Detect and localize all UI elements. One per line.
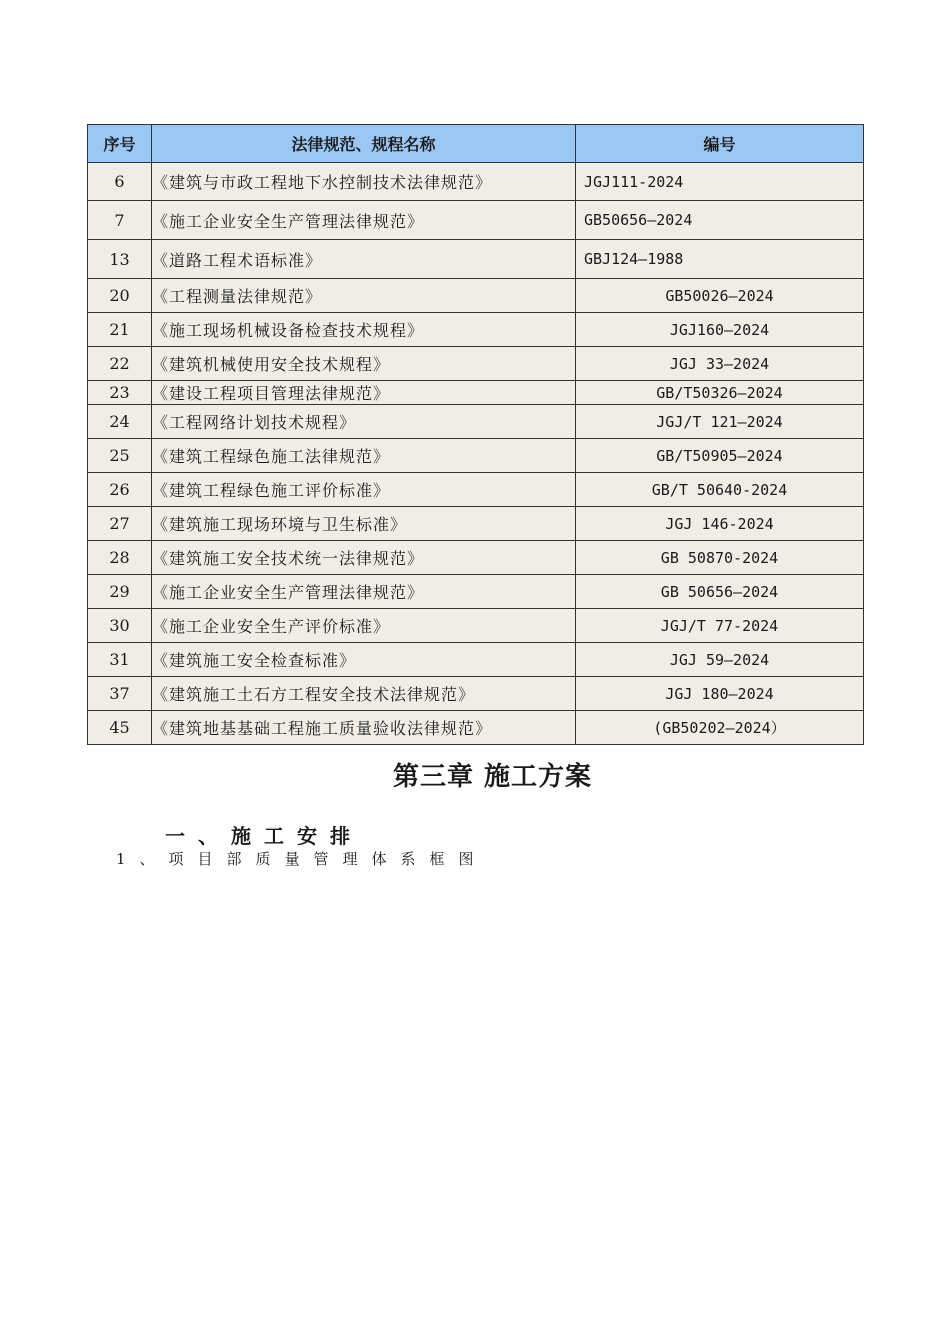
table-row xyxy=(88,439,864,473)
row-standard-name: 《施工现场机械设备检查技术规程》 xyxy=(152,313,576,347)
row-number: 23 xyxy=(88,381,152,405)
row-standard-code: JGJ 180—2024 xyxy=(576,677,864,711)
row-number: 24 xyxy=(88,405,152,439)
row-number: 29 xyxy=(88,575,152,609)
row-standard-name: 《建筑与市政工程地下水控制技术法律规范》 xyxy=(152,163,576,201)
row-standard-code: JGJ 146-2024 xyxy=(576,507,864,541)
table-row xyxy=(88,575,864,609)
row-number: 27 xyxy=(88,507,152,541)
row-standard-code: GB50656—2024 xyxy=(576,201,864,240)
row-number: 21 xyxy=(88,313,152,347)
subsection-title: 1、项目部质量管理体系框图 xyxy=(116,850,488,868)
row-standard-name: 《建筑施工现场环境与卫生标准》 xyxy=(152,507,576,541)
table-row xyxy=(88,381,864,405)
row-standard-code: JGJ/T 121—2024 xyxy=(576,405,864,439)
row-standard-code: GBJ124—1988 xyxy=(576,240,864,279)
row-standard-name: 《施工企业安全生产评价标准》 xyxy=(152,609,576,643)
row-number: 37 xyxy=(88,677,152,711)
table-row xyxy=(88,347,864,381)
row-standard-code: JGJ/T 77-2024 xyxy=(576,609,864,643)
row-standard-name: 《建筑机械使用安全技术规程》 xyxy=(152,347,576,381)
row-number: 6 xyxy=(88,163,152,201)
table-row xyxy=(88,313,864,347)
table-row xyxy=(88,609,864,643)
row-standard-name: 《建筑地基基础工程施工质量验收法律规范》 xyxy=(152,711,576,745)
table-row xyxy=(88,541,864,575)
row-standard-name: 《施工企业安全生产管理法律规范》 xyxy=(152,575,576,609)
header-standard-code: 编号 xyxy=(576,125,864,163)
row-standard-name: 《工程网络计划技术规程》 xyxy=(152,405,576,439)
row-number: 45 xyxy=(88,711,152,745)
row-standard-name: 《建筑施工安全技术统一法律规范》 xyxy=(152,541,576,575)
row-standard-code: JGJ160—2024 xyxy=(576,313,864,347)
table-row xyxy=(88,405,864,439)
row-standard-code: GB 50656—2024 xyxy=(576,575,864,609)
row-number: 31 xyxy=(88,643,152,677)
row-standard-code: JGJ 33—2024 xyxy=(576,347,864,381)
table-row xyxy=(88,677,864,711)
row-standard-code: JGJ 59—2024 xyxy=(576,643,864,677)
row-number: 30 xyxy=(88,609,152,643)
table-row xyxy=(88,507,864,541)
row-standard-name: 《建设工程项目管理法律规范》 xyxy=(152,381,576,405)
table-header-row xyxy=(88,125,864,163)
section-title: 一、施工安排 xyxy=(165,824,363,848)
row-standard-name: 《建筑施工安全检查标准》 xyxy=(152,643,576,677)
row-standard-name: 《建筑工程绿色施工法律规范》 xyxy=(152,439,576,473)
row-standard-name: 《建筑施工土石方工程安全技术法律规范》 xyxy=(152,677,576,711)
header-serial-number: 序号 xyxy=(88,125,152,163)
standards-table xyxy=(87,124,864,745)
row-standard-code: GB/T 50640-2024 xyxy=(576,473,864,507)
row-standard-name: 《道路工程术语标准》 xyxy=(152,240,576,279)
table-row xyxy=(88,711,864,745)
row-standard-name: 《施工企业安全生产管理法律规范》 xyxy=(152,201,576,240)
row-number: 22 xyxy=(88,347,152,381)
row-number: 28 xyxy=(88,541,152,575)
row-number: 26 xyxy=(88,473,152,507)
chapter-title: 第三章 施工方案 xyxy=(392,762,593,792)
row-number: 13 xyxy=(88,240,152,279)
table-row xyxy=(88,279,864,313)
row-standard-code: GB50026—2024 xyxy=(576,279,864,313)
table-row xyxy=(88,201,864,240)
header-standard-name: 法律规范、规程名称 xyxy=(152,125,576,163)
table-row xyxy=(88,163,864,201)
row-number: 20 xyxy=(88,279,152,313)
row-standard-name: 《工程测量法律规范》 xyxy=(152,279,576,313)
table-row xyxy=(88,240,864,279)
row-standard-code: JGJ111-2024 xyxy=(576,163,864,201)
row-standard-code: GB 50870-2024 xyxy=(576,541,864,575)
row-standard-name: 《建筑工程绿色施工评价标准》 xyxy=(152,473,576,507)
table-row xyxy=(88,643,864,677)
row-number: 25 xyxy=(88,439,152,473)
row-standard-code: GB/T50326—2024 xyxy=(576,381,864,405)
row-number: 7 xyxy=(88,201,152,240)
row-standard-code: (GB50202—2024） xyxy=(576,711,864,745)
row-standard-code: GB/T50905—2024 xyxy=(576,439,864,473)
table-row xyxy=(88,473,864,507)
